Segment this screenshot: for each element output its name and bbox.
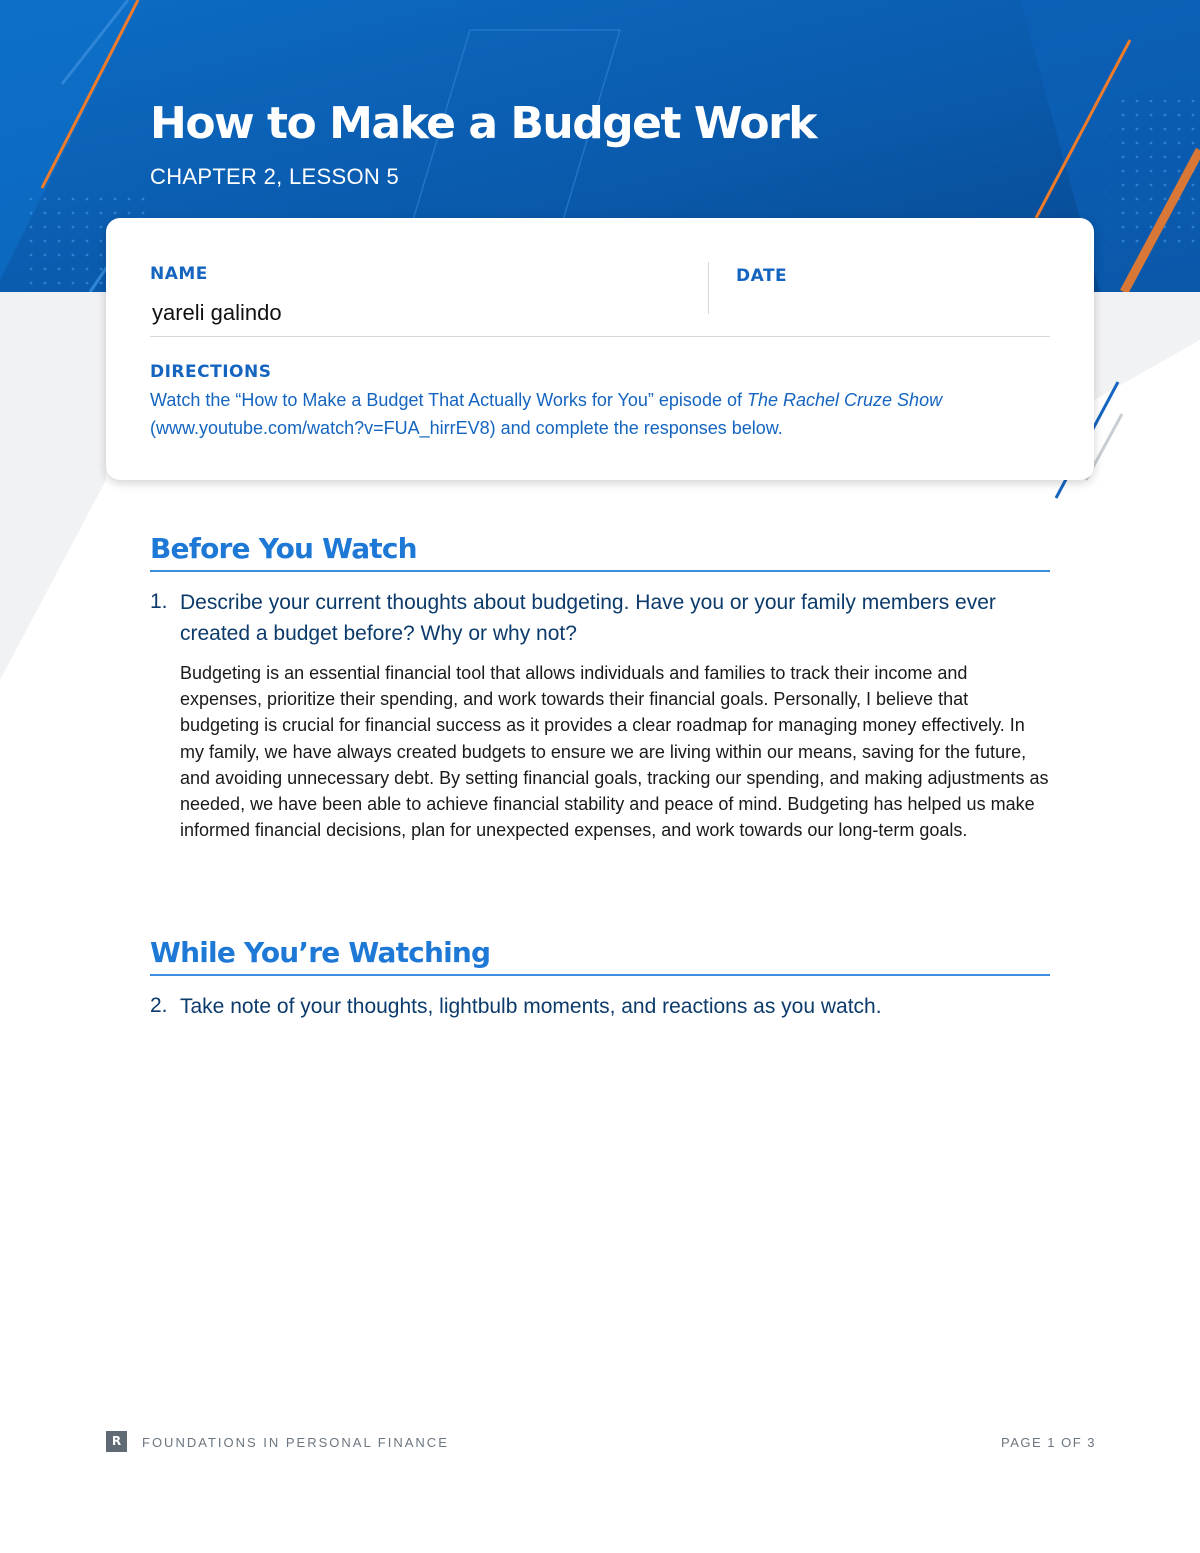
footer-page-number: PAGE 1 OF 3 — [1000, 1435, 1096, 1450]
section-before-you-watch: Before You Watch — [150, 532, 417, 565]
question-1-answer[interactable]: Budgeting is an essential financial tool that allows individuals and families to track their income and expenses, prioritize their spending, and work towards their financial goals. Personally, I believe that budgeting is crucial for financial success as it provides a clear roadmap for managing money effectively. In my family, we have always created budgets to ensure we are living within our means, saving for the future, and avoiding unnecessary debt. By setting financial goals, tracking our spending, and making adjustments as needed, we have been able to achieve financial stability and peace of mind. Budgeting has helped us make informed financial decisions, plan for unexpected expenses, and work towards our long-term goals. — [180, 663, 1049, 841]
card-divider — [150, 336, 1050, 337]
section-while-watching: While You’re Watching — [150, 936, 491, 969]
question-2-number: 2. — [150, 994, 168, 1017]
info-card — [106, 218, 1094, 480]
chapter-lesson-subtitle: CHAPTER 2, LESSON 5 — [150, 164, 399, 189]
directions-text-after: (www.youtube.com/watch?v=FUA_hirrEV8) and complete the responses below. — [150, 418, 783, 438]
footer-course-name: FOUNDATIONS IN PERSONAL FINANCE — [142, 1435, 449, 1450]
question-2-text: Take note of your thoughts, lightbulb moments, and reactions as you watch. — [180, 995, 882, 1018]
directions-label: DIRECTIONS — [150, 362, 272, 382]
page-title: How to Make a Budget Work — [150, 98, 817, 149]
date-label: DATE — [736, 266, 788, 286]
field-divider — [708, 262, 709, 314]
question-1-number: 1. — [150, 590, 168, 613]
section-rule — [150, 570, 1050, 572]
ramsey-logo-icon: R — [106, 1431, 127, 1452]
name-field[interactable]: yareli galindo — [152, 300, 282, 325]
name-label: NAME — [150, 264, 208, 284]
section-rule — [150, 974, 1050, 976]
question-1-text: Describe your current thoughts about budgeting. Have you or your family members ever created a budget before? Why or why not? — [180, 591, 996, 645]
directions-text — [150, 386, 1030, 442]
directions-text-before: Watch the “How to Make a Budget That Actually Works for You” episode of — [150, 390, 747, 410]
show-title: The Rachel Cruze Show — [746, 390, 943, 410]
